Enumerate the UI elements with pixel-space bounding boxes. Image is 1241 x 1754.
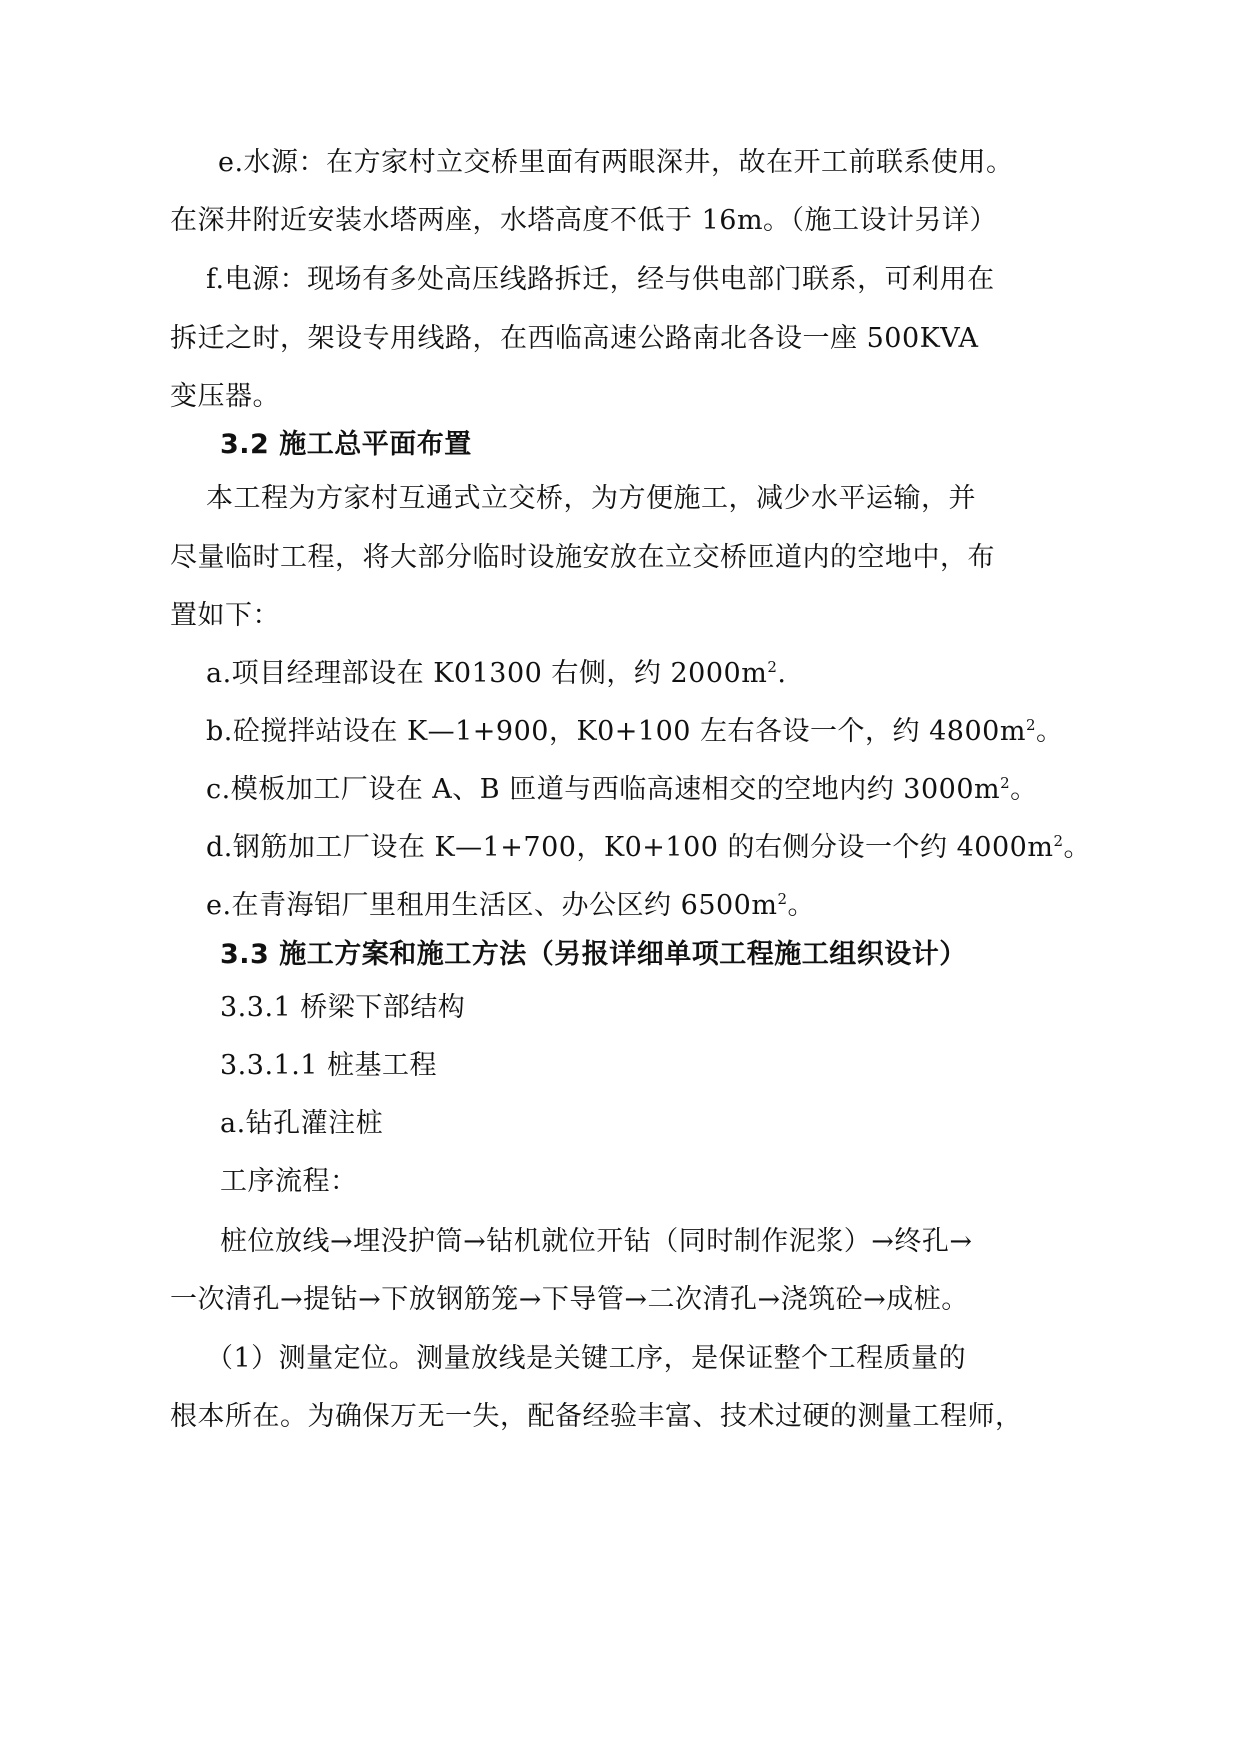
section-3-3-heading: 3.3 施工方案和施工方法（另报详细单项工程施工组织设计） [220, 939, 967, 970]
process-flow-label: 工序流程： [220, 1166, 358, 1197]
process-flow-line-2: 一次清孔→提钻→下放钢筋笼→下导管→二次清孔→浇筑砼→成桩。 [170, 1284, 969, 1315]
process-flow-line-1: 桩位放线→埋没护筒→钻机就位开钻（同时制作泥浆）→终孔→ [220, 1226, 973, 1257]
item-bored-pile: a.钻孔灌注桩 [220, 1108, 384, 1139]
subsection-3-3-1: 3.3.1 桥梁下部结构 [220, 992, 466, 1023]
layout-intro-line-3: 置如下： [170, 600, 280, 631]
layout-item-b: b.砼搅拌站设在 K—1+900，K0+100 左右各设一个，约 $4800m^2$。 [206, 716, 1064, 747]
layout-item-c: c.模板加工厂设在 A、B 匝道与西临高速相交的空地内约 $3000m^2$。 [206, 774, 1038, 805]
power-source-line-1: f.电源：现场有多处高压线路拆迁，经与供电部门联系，可利用在 [206, 264, 995, 295]
power-source-line-3: 变压器。 [170, 381, 280, 412]
water-source-line-1: e.水源：在方家村立交桥里面有两眼深井，故在开工前联系使用。 [218, 147, 1014, 178]
layout-intro-line-1: 本工程为方家村互通式立交桥，为方便施工，减少水平运输，并 [206, 483, 976, 514]
water-source-line-2: 在深井附近安装水塔两座，水塔高度不低于 16m。（施工设计另详） [170, 205, 998, 236]
layout-intro-line-2: 尽量临时工程，将大部分临时设施安放在立交桥匝道内的空地中，布 [170, 542, 995, 573]
layout-item-e: e.在青海铝厂里租用生活区、办公区约 $6500m^2$。 [206, 890, 816, 921]
survey-line-1: （1）测量定位。测量放线是关键工序，是保证整个工程质量的 [206, 1343, 967, 1374]
layout-item-a: a.项目经理部设在 K01300 右侧，约 $2000m^2$. [206, 658, 787, 689]
subsection-3-3-1-1: 3.3.1.1 桩基工程 [220, 1050, 438, 1081]
layout-item-d: d.钢筋加工厂设在 K—1+700，K0+100 的右侧分设一个约 $4000m^2$。 [206, 832, 1091, 863]
power-source-line-2: 拆迁之时，架设专用线路，在西临高速公路南北各设一座 500KVA [170, 323, 979, 354]
section-3-2-heading: 3.2 施工总平面布置 [220, 429, 472, 460]
survey-line-2: 根本所在。为确保万无一失，配备经验丰富、技术过硬的测量工程师， [170, 1401, 1023, 1432]
